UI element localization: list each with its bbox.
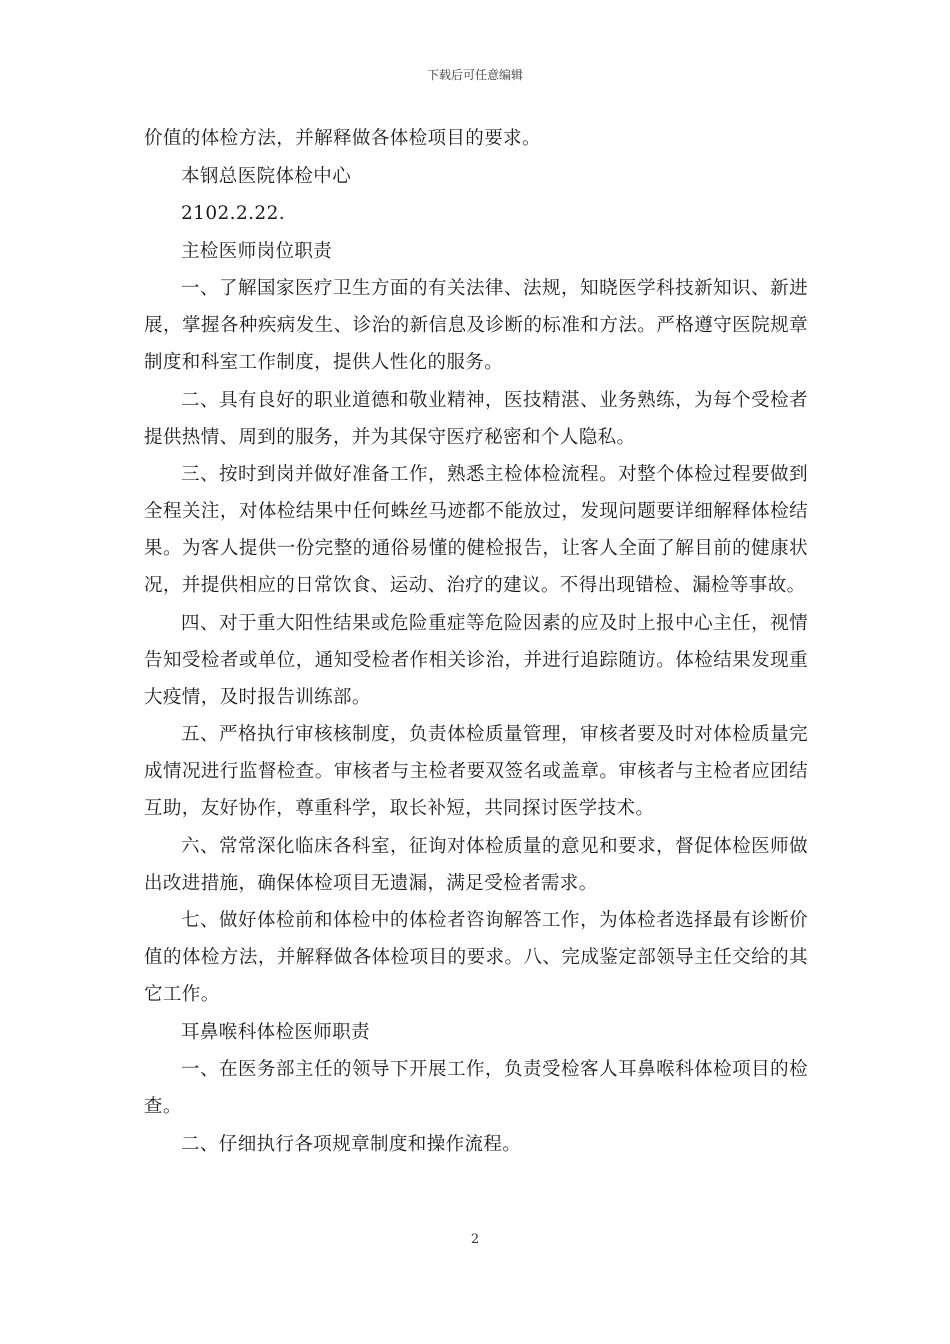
paragraph-ent-duty-2: 二、仔细执行各项规章制度和操作流程。 — [181, 1133, 522, 1155]
paragraph-duty-4: 四、对于重大阳性结果或危险重症等危险因素的应及时上报中心主任，视情告知受检者或单位，通知受检者作相关诊治，并进行追踪随访。体检结果发现重大疫情，及时报告训练部。 — [144, 612, 808, 708]
paragraph-duty-6: 六、常常深化临床各科室，征询对体检质量的意见和要求，督促体检医师做出改进措施，确保体检项目无遗漏，满足受检者需求。 — [144, 835, 808, 894]
paragraph-duty-2: 二、具有良好的职业道德和敬业精神，医技精湛、业务熟练，为每个受检者提供热情、周到的服务，并为其保守医疗秘密和个人隐私。 — [144, 389, 808, 448]
paragraph-duty-5: 五、严格执行审核核制度，负责体检质量管理，审核者要及时对体检质量完成情况进行监督检查。审核者与主检者要双签名或盖章。审核者与主检者应团结互助，友好协作，尊重科学，取长补短，共同探讨医学技术。 — [144, 724, 808, 819]
paragraph-ent-duty-1: 一、在医务部主任的领导下开展工作，负责受检客人耳鼻喉科体检项目的检查。 — [144, 1059, 808, 1117]
paragraph-organization: 本钢总医院体检中心 — [181, 165, 352, 187]
page-header: 下载后可任意编辑 — [426, 68, 523, 82]
document-body — [144, 120, 808, 1163]
paragraph-duty-1: 一、了解国家医疗卫生方面的有关法律、法规，知晓医学科技新知识、新进展，掌握各种疾病发生、诊治的新信息及诊断的标准和方法。严格遵守医院规章制度和科室工作制度，提供人性化的服务。 — [144, 278, 808, 373]
section-heading-chief-physician: 主检医师岗位职责 — [181, 240, 333, 262]
paragraph-duty-3: 三、按时到岗并做好准备工作，熟悉主检体检流程。对整个体检过程要做到全程关注，对体检结果中任何蛛丝马迹都不能放过，发现问题要详细解释体检结果。为客人提供一份完整的通俗易懂的健检报告，让客人全面了解目前的健康状况，并提供相应的日常饮食、运动、治疗的建议。不得出现错检、漏检等事故。 — [144, 464, 808, 596]
paragraph-duty-7: 七、做好体检前和体检中的体检者咨询解答工作，为体检者选择最有诊断价值的体检方法，并解释做各体检项目的要求。八、完成鉴定部领导主任交给的其它工作。 — [144, 910, 808, 1005]
page-number: 2 — [470, 1232, 480, 1247]
paragraph-continuation: 价值的体检方法，并解释做各体检项目的要求。 — [144, 128, 541, 149]
paragraph-date: 2102.2.22. — [181, 203, 286, 224]
section-heading-ent-physician: 耳鼻喉科体检医师职责 — [181, 1021, 371, 1043]
